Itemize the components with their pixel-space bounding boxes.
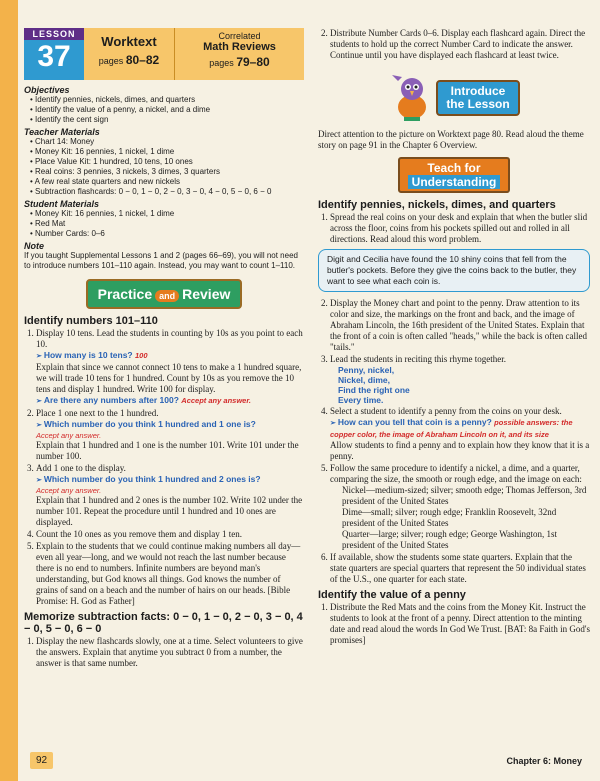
student-materials-list bbox=[24, 209, 304, 239]
answer-text: Accept any answer. bbox=[36, 486, 102, 495]
identify-numbers-heading: Identify numbers 101–110 bbox=[24, 315, 158, 327]
lesson-label: LESSON bbox=[24, 28, 84, 40]
list-item: • Money Kit: 16 pennies, 1 nickel, 1 dime bbox=[30, 147, 304, 157]
list-item: • Subtraction flashcards: 0 − 0, 1 − 0, 2 − 0, 3 − 0, 4 − 0, 5 − 0, 6 − 0 bbox=[30, 187, 304, 197]
worktext-box bbox=[84, 28, 304, 80]
student-materials-heading: Student Materials bbox=[24, 199, 100, 209]
teacher-materials-list bbox=[24, 137, 304, 197]
memorize-heading: Memorize subtraction facts: 0 − 0, 1 − 0, 2 − 0, 3 − 0, 4 − 0, 5 − 0, 6 − 0 bbox=[24, 611, 303, 635]
math-reviews-title: Math Reviews bbox=[203, 41, 276, 53]
practice-review-banner bbox=[24, 279, 304, 309]
list-item: • Identify pennies, nickels, dimes, and quarters bbox=[30, 95, 304, 105]
introduce-lesson-banner bbox=[318, 73, 590, 123]
step-text: Add 1 one to the display. bbox=[36, 463, 126, 473]
list-item bbox=[330, 406, 590, 462]
intro-text: Direct attention to the picture on Worktext page 80. Read aloud the theme story on page 91 in the Chapter 6 Overview. bbox=[318, 129, 584, 150]
answer-text: possible answers: the copper color, the image of Abraham Lincoln on it, and its size bbox=[330, 418, 573, 439]
chapter-label: Chapter 6: Money bbox=[506, 756, 582, 766]
step-text: Allow students to find a penny and to explain how they know that it is a penny. bbox=[330, 440, 590, 461]
answer-text: Accept any answer. bbox=[181, 396, 251, 405]
teach-line1: Teach for bbox=[427, 161, 481, 175]
list-item bbox=[330, 212, 590, 245]
objectives-heading: Objectives bbox=[24, 85, 70, 95]
word-problem-box: Digit and Cecilia have found the 10 shiny coins that fell from the butler's pockets. Before they give the coins back to the butler, they want to see what each coin is. bbox=[318, 249, 590, 292]
list-item: 6. If available, show the students some state quarters. Explain that the state quarters are special quarters that represent the 50 individual states of the U.S., one quarter for each state. bbox=[330, 552, 590, 585]
list-item: 2. Display the Money chart and point to the penny. Draw attention to its color and size, the markings on the front and back, and the image of Abraham Lincoln, the 16th president of the United States. Explain that the front of a coin is often called "heads," while the back is often called "tails." bbox=[330, 298, 590, 353]
note-text: If you taught Supplemental Lessons 1 and 2 (pages 66–69), you will not need to introduce numbers 101–110 again. Instead, you may want to count 1–110. bbox=[24, 251, 298, 270]
teacher-materials-heading: Teacher Materials bbox=[24, 127, 100, 137]
question: ➢ Which number do you think 1 hundred and 1 one is? bbox=[36, 419, 304, 431]
lesson-number-box bbox=[24, 28, 84, 80]
teach-understanding-banner bbox=[318, 157, 590, 193]
list-item: 5. Explain to the students that we could continue making numbers all day—even all year—long, and we would not reach the last number because there is no end to numbers. Infinite numbers are beyond man's understanding, but God knows all things. God knows the number of grains of sand on a beach and the number of hairs on our heads. [Bible Promise: H. God as Father] bbox=[36, 541, 304, 607]
question bbox=[36, 350, 304, 362]
step-text: Lead the students in reciting this rhyme together. bbox=[330, 354, 506, 364]
question bbox=[330, 417, 590, 440]
worktext-title: Worktext bbox=[101, 34, 157, 49]
step-text: Explain that 1 hundred and 1 one is the number 101. Write 101 under the number 100. bbox=[36, 440, 299, 461]
lesson-number: 37 bbox=[37, 40, 71, 73]
list-item: 1. Distribute the Red Mats and the coins from the Money Kit. Instruct the students to look at the front of a penny. Direct attention to the minting date and read aloud the words In God We Trust. [BAT: 8a Faith in God's promises] bbox=[330, 602, 590, 646]
list-item: • Number Cards: 0–6 bbox=[30, 229, 304, 239]
step-text: Follow the same procedure to identify a nickel, a dime, and a quarter, comparing the size, the smooth or rough edge, and the image on each: bbox=[330, 463, 582, 484]
list-item: • Identify the cent sign bbox=[30, 115, 304, 125]
bird-mascot-icon bbox=[388, 73, 436, 123]
step-text: Explain that since we cannot connect 10 tens to make a 1 hundred square, we will trade 10 tens for 1 hundred. Count by 10s as you remove the 10 tens and display 1 hundred. Write 100 for display. bbox=[36, 362, 302, 394]
list-item bbox=[36, 328, 304, 407]
identify-numbers-steps bbox=[24, 328, 304, 607]
intro-line1: Introduce bbox=[450, 84, 506, 98]
objectives-list bbox=[24, 95, 304, 125]
lesson-banner bbox=[24, 28, 304, 80]
quarter-desc: Quarter—large; silver; rough edge; George Washington, 1st president of the United States bbox=[342, 529, 557, 550]
page-number: 92 bbox=[30, 752, 53, 769]
reviews-pages: 79–80 bbox=[236, 55, 270, 69]
list-item bbox=[330, 354, 590, 405]
identify-coins-heading: Identify pennies, nickels, dimes, and quarters bbox=[318, 199, 556, 211]
step-text: Place 1 one next to the 1 hundred. bbox=[36, 408, 159, 418]
identify-penny-steps bbox=[318, 602, 590, 646]
list-item: 1. Display the new flashcards slowly, one at a time. Select volunteers to give the answers. Explain that anytime you subtract 0 from a number, the answer is that same number. bbox=[36, 636, 304, 669]
left-column bbox=[24, 28, 304, 670]
memorize-steps-continued bbox=[318, 28, 590, 61]
list-item bbox=[36, 408, 304, 462]
worktext-pages: 80–82 bbox=[125, 53, 160, 67]
memorize-steps bbox=[24, 636, 304, 669]
step-text: Select a student to identify a penny from the coins on your desk. bbox=[330, 406, 562, 416]
rhyme-line: Nickel, dime, bbox=[338, 375, 390, 385]
right-column bbox=[318, 28, 590, 647]
identify-coins-steps-continued bbox=[318, 298, 590, 585]
introduce-lesson-box bbox=[436, 80, 519, 116]
question bbox=[36, 395, 304, 407]
dime-desc: Dime—small; silver; rough edge; Franklin Roosevelt, 32nd president of the United States bbox=[342, 507, 557, 528]
practice-label: Practice bbox=[97, 286, 153, 302]
question-text: Are there any numbers after 100? bbox=[43, 395, 179, 405]
note-heading: Note bbox=[24, 241, 44, 251]
list-item: • Identify the value of a penny, a nickel, and a dime bbox=[30, 105, 304, 115]
step-text: Display 10 tens. Lead the students in counting by 10s as you point to each 10. bbox=[36, 328, 303, 349]
step-text: Spread the real coins on your desk and explain that when the butler slid across the floor, coins from his pockets spilled out and rolled in all directions. Read aloud this word problem. bbox=[330, 212, 588, 244]
margin-bar bbox=[0, 0, 18, 781]
teach-line2: Understanding bbox=[408, 175, 501, 189]
rhyme-line: Every time. bbox=[338, 395, 384, 405]
question-text: How many is 10 tens? bbox=[43, 350, 133, 360]
identify-penny-heading: Identify the value of a penny bbox=[318, 589, 466, 601]
identify-coins-steps bbox=[318, 212, 590, 245]
list-item: 4. Count the 10 ones as you remove them and display 1 ten. bbox=[36, 529, 304, 540]
list-item: • Money Kit: 16 pennies, 1 nickel, 1 dime bbox=[30, 209, 304, 219]
intro-line2: the Lesson bbox=[446, 97, 510, 111]
list-item: • Red Mat bbox=[30, 219, 304, 229]
list-item: 2. Distribute Number Cards 0–6. Display each flashcard again. Direct the students to hold up the correct Number Card to indicate the answer. Continue until you have displayed each flashcard at least twice. bbox=[330, 28, 590, 61]
list-item bbox=[330, 463, 590, 551]
question: ➢ Which number do you think 1 hundred and 2 ones is? bbox=[36, 474, 304, 486]
worktext-pages-prefix: pages bbox=[98, 56, 124, 66]
reviews-pages-prefix: pages bbox=[209, 58, 234, 68]
answer-text: Accept any answer. bbox=[36, 431, 102, 440]
list-item: • Chart 14: Money bbox=[30, 137, 304, 147]
list-item: • Real coins: 3 pennies, 3 nickels, 3 dimes, 3 quarters bbox=[30, 167, 304, 177]
list-item: • Place Value Kit: 1 hundred, 10 tens, 10 ones bbox=[30, 157, 304, 167]
list-item: • A few real state quarters and new nickels bbox=[30, 177, 304, 187]
answer-text: 100 bbox=[135, 351, 148, 360]
list-item bbox=[36, 463, 304, 528]
rhyme-line: Find the right one bbox=[338, 385, 410, 395]
step-text: Explain that 1 hundred and 2 ones is the number 102. Write 102 under the number 101. Repeat the procedure until 1 hundred and 10 ones are displayed. bbox=[36, 495, 303, 527]
nickel-desc: Nickel—medium-sized; silver; smooth edge; Thomas Jefferson, 3rd president of the United States bbox=[342, 485, 587, 506]
review-label: Review bbox=[182, 286, 231, 302]
and-label: and bbox=[155, 290, 179, 302]
rhyme-line: Penny, nickel, bbox=[338, 365, 395, 375]
correlated-label: Correlated bbox=[218, 31, 261, 41]
question-text: How can you tell that coin is a penny? bbox=[337, 417, 492, 427]
